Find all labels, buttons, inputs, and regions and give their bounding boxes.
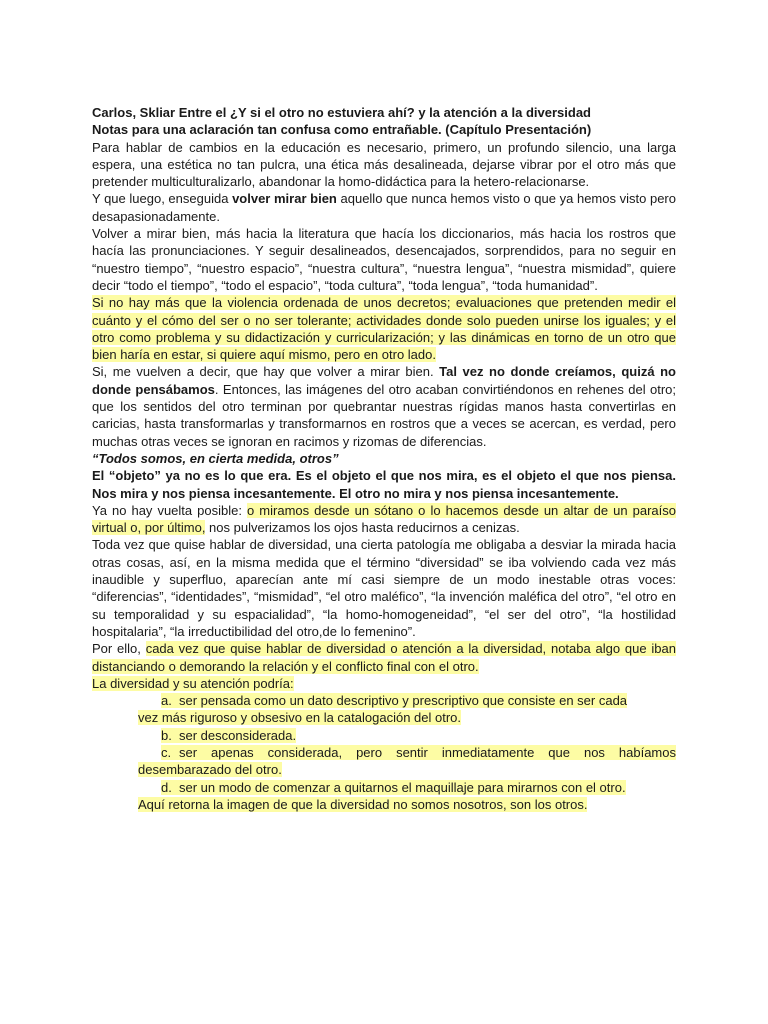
list-item-d-text-1: ser un modo de comenzar a quitarnos el maquillaje para mirarnos con el otro. xyxy=(179,779,626,795)
list-item-d-line-2 xyxy=(92,796,676,813)
paragraph-4-highlighted xyxy=(92,294,676,363)
paragraph-5 xyxy=(92,363,676,449)
paragraph-8 xyxy=(92,502,676,537)
document-page xyxy=(92,104,676,813)
paragraph-1: Para hablar de cambios en la educación es necesario, primero, un profundo silencio, una larga espera, una estética no tan pulcra, una ética más desalineada, dejarse vibrar por el otro más que pretender multiculturalizarlo, abandonar la homo-didáctica para la hetero-relacionarse. xyxy=(92,139,676,190)
paragraph-8-highlight: o miramos desde un sótano o lo hacemos desde un altar de un paraíso virtual o, por último, xyxy=(92,502,676,536)
list-item-a-text-2: vez más riguroso y obsesivo en la catalogación del otro. xyxy=(138,710,462,726)
paragraph-9: Toda vez que quise hablar de diversidad, una cierta patología me obligaba a desviar la mirada hacia otras cosas, así, en la misma medida que el término “diversidad” se iba volviendo cada vez más inaudible y superfluo, aparecían ante mí casi siempre de un modo inestable otras voces: “diferencias”, “identidades”, “mismidad”, “el otro maléfico”, “la invención maléfica del otro”, “el otro en su temporalidad y su espacialidad”, “la homo-homogeneidad”, “el ser del otro”, “la hostilidad hospitalaria”, “la irreductibilidad del otro,de lo femenino”. xyxy=(92,537,676,639)
paragraph-5-text-a: Si, me vuelven a decir, que hay que volver a mirar bien. xyxy=(92,364,440,380)
list-item-c-line-2 xyxy=(92,761,676,778)
paragraph-3: Volver a mirar bien, más hacia la literatura que hacía los diccionarios, más hacia los rostros que hacía las pronunciaciones. Y seguir desalineados, desencajados, sorprendidos, para no seguir en “nuestro tiempo”, “nuestro espacio”, “nuestra cultura”, “nuestra lengua”, “nuestra mismidad”, quiere decir “todo el tiempo”, “todo el espacio”, “toda cultura”, “toda lengua”, “toda humanidad”. xyxy=(92,226,676,293)
paragraph-10-text-a: Por ello, xyxy=(92,641,146,657)
list-item-b-text-1: ser desconsiderada. xyxy=(179,727,297,743)
list-item-c-text-1: ser apenas considerada, pero sentir inmediatamente que nos habíamos xyxy=(179,744,676,760)
list-marker-a: a. xyxy=(161,693,172,709)
paragraph-2-text-a: Y que luego, enseguida xyxy=(92,191,233,207)
paragraph-5-text-c: . Entonces, las imágenes del otro acaban convirtiéndonos en rehenes del otro; que los sentidos del otro terminan por quebrantar nuestras rígidas manos hasta convertirlas en caricias, hasta transformarlas y transformarnos en rostros que a veces se acercan, es verdad, pero muchas otras veces se ignoran en racimos y rizomas de diferencias. xyxy=(92,381,676,449)
list-item-c xyxy=(92,744,676,779)
paragraph-7-bold: El “objeto” ya no es lo que era. Es el objeto el que nos mira, es el objeto el que nos piensa. Nos mira y nos piensa incesantemente. El otro no mira y nos piensa incesantemente. xyxy=(92,468,676,501)
list-item-b xyxy=(92,727,676,744)
paragraph-2-bold: volver mirar bien xyxy=(232,191,337,207)
paragraph-2 xyxy=(92,190,676,225)
paragraph-11-highlight: La diversidad y su atención podría: xyxy=(92,675,294,691)
list-item-b-line-1 xyxy=(92,727,676,744)
list-item-a xyxy=(92,692,676,727)
list-marker-b: b. xyxy=(161,727,172,743)
document-title: Carlos, Skliar Entre el ¿Y si el otro no estuviera ahí? y la atención a la diversidad xyxy=(92,105,591,120)
list-item-a-text-1: ser pensada como un dato descriptivo y prescriptivo que consiste en ser cada xyxy=(179,693,628,709)
list-marker-d: d. xyxy=(161,779,172,795)
paragraph-10 xyxy=(92,640,676,675)
list-marker-c: c. xyxy=(161,744,172,760)
diversity-list xyxy=(92,692,676,813)
document-subtitle: Notas para una aclaración tan confusa como entrañable. (Capítulo Presentación) xyxy=(92,122,592,138)
paragraph-2-text-c: aquello que nunca hemos visto o que ya hemos visto pero desapasionadamente. xyxy=(92,191,676,224)
list-item-a-line-2 xyxy=(92,709,676,726)
list-item-d-text-2: Aquí retorna la imagen de que la diversidad no somos nosotros, son los otros. xyxy=(138,796,588,812)
list-item-a-line-1 xyxy=(92,692,676,709)
list-item-c-line-1 xyxy=(92,744,676,761)
paragraph-8-text-c: nos pulverizamos los ojos hasta reducirnos a cenizas. xyxy=(205,520,520,536)
paragraph-10-highlight: cada vez que quise hablar de diversidad o atención a la diversidad, notaba algo que iban distanciando o demorando la relación y el conflicto final con el otro. xyxy=(92,641,676,674)
paragraph-5-bold: Tal vez no donde creíamos, quizá no donde pensábamos xyxy=(92,364,676,397)
list-item-d-line-1 xyxy=(92,779,676,796)
section-quote-heading: “Todos somos, en cierta medida, otros” xyxy=(92,450,339,466)
list-item-c-text-2: desembarazado del otro. xyxy=(138,762,282,778)
list-item-d xyxy=(92,779,676,814)
paragraph-4-highlight: Si no hay más que la violencia ordenada de unos decretos; evaluaciones que pretenden medir el cuánto y el cómo del ser o no ser tolerante; actividades donde solo pueden unirse los iguales; y el otro como problema y su didactización y curricularización; y las dinámicas en torno de un otro que bien haría en estar, si quiere aquí mismo, pero en otro lado. xyxy=(92,295,676,363)
paragraph-8-text-a: Ya no hay vuelta posible: xyxy=(92,502,248,518)
paragraph-11 xyxy=(92,675,676,692)
